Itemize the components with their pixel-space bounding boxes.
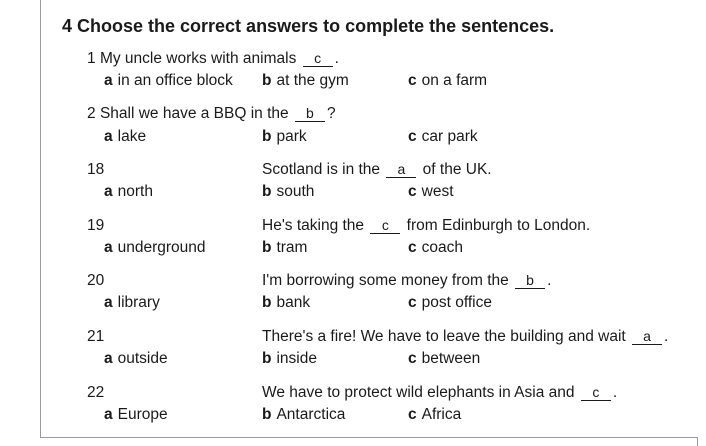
question-22-sentence: We have to protect wild elephants in Asia and c . (262, 384, 618, 401)
exercise-heading: 4 Choose the correct answers to complete the sentences. (62, 16, 555, 36)
answer-blank[interactable]: b (515, 272, 545, 289)
option-c[interactable]: c coach (408, 239, 463, 256)
answer-blank[interactable]: c (370, 217, 400, 234)
option-c[interactable]: c post office (408, 294, 492, 311)
option-a[interactable]: a library (104, 294, 160, 311)
example-1-sentence: 1 My uncle works with animals c . (87, 50, 339, 67)
option-a[interactable]: a lake (104, 128, 147, 145)
option-a[interactable]: a in an office block (104, 72, 233, 89)
answer-blank[interactable]: c (581, 384, 611, 401)
option-b[interactable]: b park (262, 128, 307, 145)
page-left-border (40, 0, 41, 438)
question-19-sentence: He's taking the c from Edinburgh to London. (262, 217, 591, 234)
answer-blank[interactable]: c (303, 50, 333, 67)
answer-blank[interactable]: a (386, 161, 416, 178)
option-a[interactable]: a Europe (104, 406, 168, 423)
question-number: 22 (87, 384, 105, 401)
option-b[interactable]: b Antarctica (262, 406, 346, 423)
option-c[interactable]: c car park (408, 128, 478, 145)
option-b[interactable]: b at the gym (262, 72, 349, 89)
option-a[interactable]: a north (104, 183, 153, 200)
option-c[interactable]: c Africa (408, 406, 462, 423)
question-number: 21 (87, 328, 105, 345)
page-right-border (697, 437, 698, 446)
option-a[interactable]: a outside (104, 350, 168, 367)
question-number: 20 (87, 272, 105, 289)
question-number: 19 (87, 217, 105, 234)
question-18-sentence: Scotland is in the a of the UK. (262, 161, 492, 178)
option-c[interactable]: c west (408, 183, 454, 200)
option-b[interactable]: b inside (262, 350, 317, 367)
option-c[interactable]: c between (408, 350, 481, 367)
page-bottom-border (40, 437, 698, 438)
option-b[interactable]: b bank (262, 294, 311, 311)
question-number: 18 (87, 161, 105, 178)
option-b[interactable]: b south (262, 183, 315, 200)
example-2-sentence: 2 Shall we have a BBQ in the b ? (87, 105, 336, 122)
question-21-sentence: There's a fire! We have to leave the building and wait a . (262, 328, 669, 345)
answer-blank[interactable]: a (632, 328, 662, 345)
question-20-sentence: I'm borrowing some money from the b . (262, 272, 552, 289)
option-a[interactable]: a underground (104, 239, 206, 256)
answer-blank[interactable]: b (295, 105, 325, 122)
option-c[interactable]: c on a farm (408, 72, 488, 89)
option-b[interactable]: b tram (262, 239, 308, 256)
